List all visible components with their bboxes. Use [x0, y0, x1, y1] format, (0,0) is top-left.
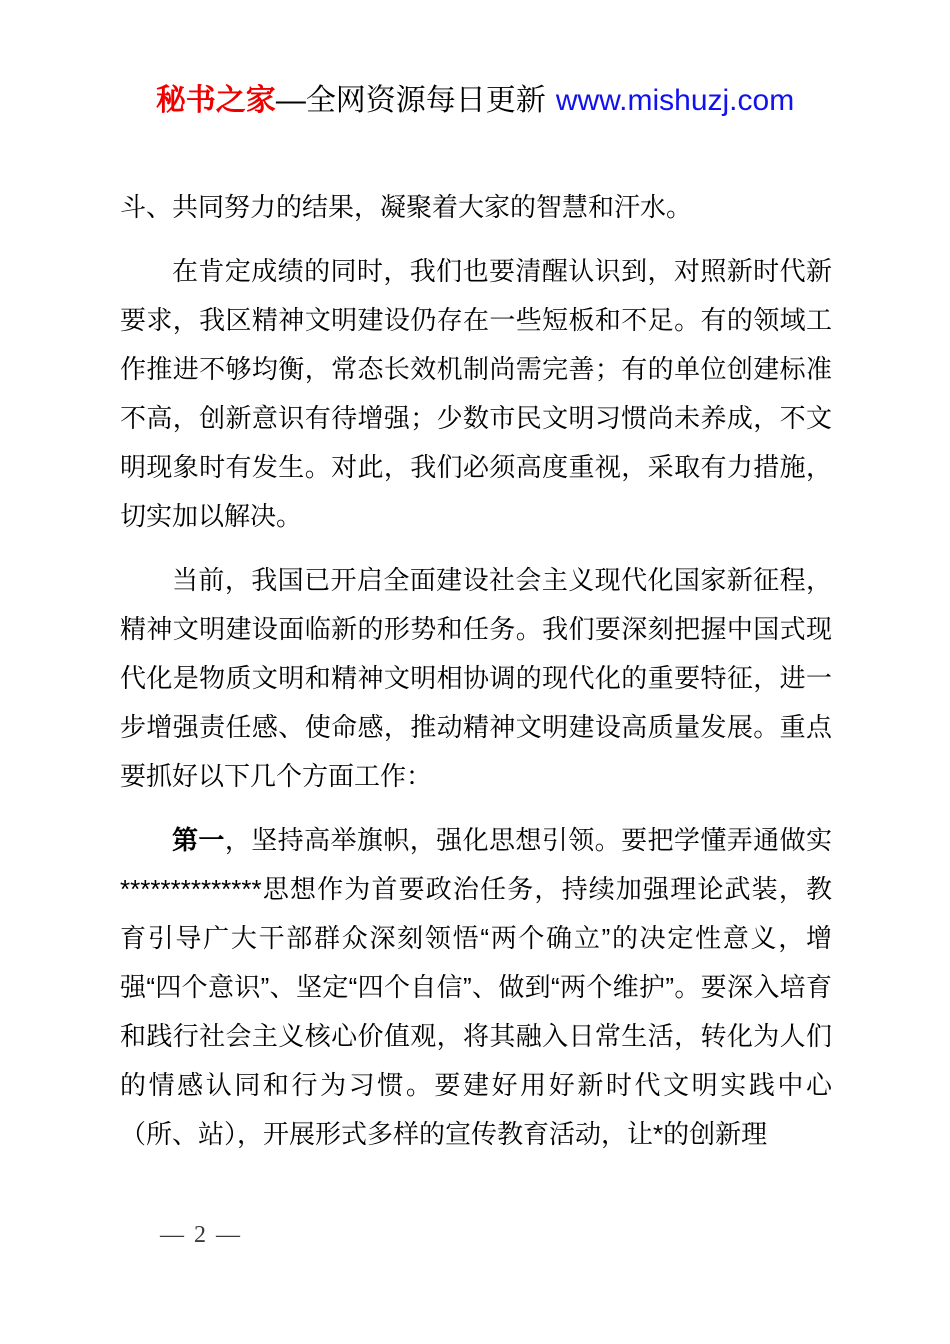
paragraph-first-point-text: ，坚持高举旗帜，强化思想引领。要把学懂弄通做实**************思想作为首要政治任务，持续加强理论武装，教育引导广大干部群众深刻领悟“两个确立”的决定性意义，增强“四个意识”、坚定“四个自信”、做到“两个维护”。要深入培育和践行社会主义核心价值观，将其融入日常生活，转化为人们的情感认同和行为习惯。要建好用好新时代文明实践中心（所、站），开展形式多样的宣传教育活动，让*的创新理 — [120, 825, 832, 1149]
header-tagline: 全网资源每日更新 — [305, 84, 546, 117]
paragraph-continuation: 斗、共同努力的结果，凝聚着大家的智慧和汗水。 — [120, 192, 693, 222]
paragraph-shortcomings: 在肯定成绩的同时，我们也要清醒认识到，对照新时代新要求，我区精神文明建设仍存在一些短板和不足。有的领域工作推进不够均衡，常态长效机制尚需完善；有的单位创建标准不高，创新意识有待增强；少数市民文明习惯尚未养成，不文明现象时有发生。对此，我们必须高度重视，采取有力措施，切实加以解决。 — [120, 256, 832, 531]
site-name: 秘书之家 — [155, 84, 276, 117]
page-number: — 2 — — [160, 1222, 242, 1248]
doc-header — [0, 82, 950, 120]
document-body — [120, 183, 832, 1174]
header-url: www.mishuzj.com — [555, 84, 795, 117]
paragraph-first-point — [120, 816, 832, 1159]
paragraph-bold-lead: 第一 — [172, 825, 225, 855]
header-separator: — — [275, 84, 306, 117]
paragraph-new-journey: 当前，我国已开启全面建设社会主义现代化国家新征程，精神文明建设面临新的形势和任务。我们要深刻把握中国式现代化是物质文明和精神文明相协调的现代化的重要特征，进一步增强责任感、使命感，推动精神文明建设高质量发展。重点要抓好以下几个方面工作： — [120, 565, 832, 791]
